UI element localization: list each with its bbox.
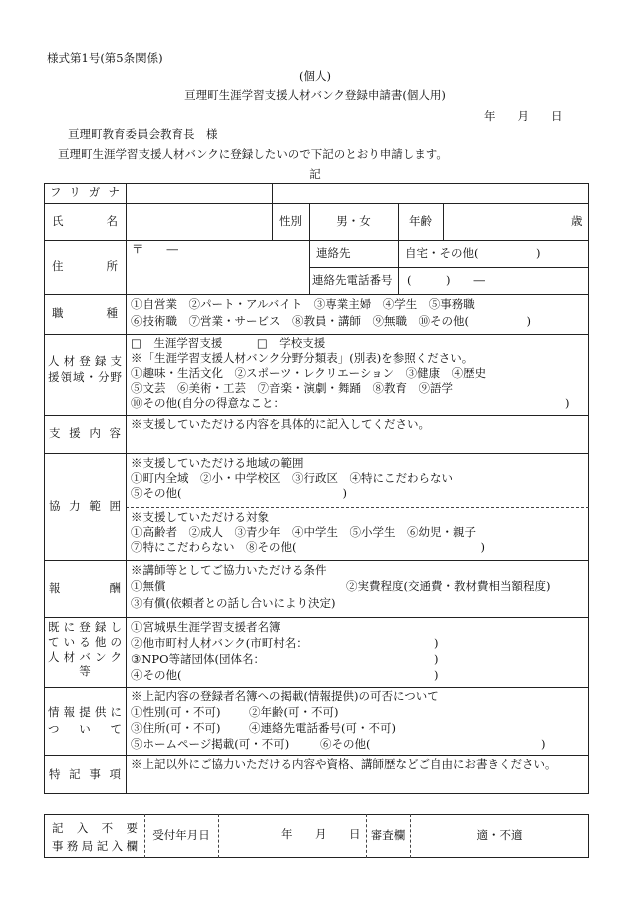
name-field[interactable] <box>127 204 271 239</box>
form-kind: (個人) <box>299 69 331 83</box>
support-type-checkboxes[interactable]: □ 生涯学習支援 □ 学校支援 <box>131 336 326 350</box>
occupation-options-line-1[interactable]: ①自営業 ②パート・アルバイト ③専業主婦 ④学生 ⑤事務職 <box>131 297 475 311</box>
info-phone[interactable]: ④連絡先電話番号(可・不可) <box>249 721 396 735</box>
addressee: 亘理町教育委員会教育長 様 <box>68 127 218 141</box>
info-sex[interactable]: ①性別(可・不可) <box>131 705 221 719</box>
received-date-field[interactable] <box>219 815 365 857</box>
info-homepage[interactable]: ⑤ホームページ掲載(可・不可) <box>131 737 290 751</box>
field-other-close: ) <box>565 396 570 410</box>
occupation-options-line-2[interactable]: ⑥技術職 ⑦営業・サービス ⑧教員・講師 ⑨無職 ⑩その他( ) <box>131 314 531 328</box>
coop-area-options[interactable]: ①町内全域 ②小・中学校区 ③行政区 ④特にこだわらない <box>131 471 453 485</box>
other-bank-municipal[interactable]: ②他市町村人材バンク(市町村名： <box>131 636 308 650</box>
furigana-label: フリガナ <box>50 185 120 200</box>
support-content-instructions: ※支援していただける内容を具体的に記入してください。 <box>131 417 430 431</box>
sex-label: 性別 <box>279 213 302 228</box>
field-label: 人材登録支 援領域・分野 <box>48 354 122 384</box>
field-options-line-1[interactable]: ①趣味・生活文化 ②スポーツ・レクリエーション ③健康 ④歴史 <box>131 366 487 380</box>
received-year: 年 <box>281 827 293 841</box>
page-title: 亘理町生涯学習支援人材バンク登録申請書(個人用) <box>184 88 446 102</box>
contact-value[interactable]: 自宅・その他( ) <box>405 246 541 260</box>
other-bank-other-close: ) <box>434 668 439 682</box>
form-number: 様式第1号(第5条関係) <box>47 51 163 65</box>
furigana-field[interactable] <box>127 184 271 202</box>
received-month: 月 <box>315 827 327 841</box>
sex-options[interactable]: 男・女 <box>336 213 371 228</box>
review-label: 審査欄 <box>370 828 406 843</box>
info-provision-title: ※上記内容の登録者名簿への掲載(情報提供)の可否について <box>131 689 439 703</box>
reward-option-expenses[interactable]: ②実費程度(交通費・教材費相当額程度) <box>346 579 551 593</box>
coop-area-title: ※支援していただける地域の範囲 <box>131 456 304 470</box>
info-age[interactable]: ②年齢(可・不可) <box>249 705 339 719</box>
other-bank-label: 既に登録し ている他の 人材バンク 等 <box>48 620 122 679</box>
coop-target-other[interactable]: ⑦特にこだわらない ⑧その他( ) <box>131 540 485 554</box>
application-date <box>484 110 585 124</box>
coop-area-other[interactable]: ⑤その他( ) <box>131 486 347 500</box>
date-day: 日 <box>551 109 563 123</box>
office-use-label: 記 入 不 要 事務局記入欄 <box>52 821 138 853</box>
field-other[interactable]: ⑩その他(自分の得意なこと： <box>131 396 285 410</box>
date-year: 年 <box>484 109 496 123</box>
received-date-label: 受付年月日 <box>152 828 210 843</box>
reward-title: ※講師等としてご協力いただける条件 <box>131 563 327 577</box>
other-bank-npo-close: ) <box>434 652 439 666</box>
info-provision-label: 情報提供に つ い て <box>48 705 122 736</box>
remarks-label: 特記事項 <box>49 766 121 781</box>
age-label: 年齢 <box>409 213 432 228</box>
address-field[interactable] <box>127 258 308 293</box>
other-bank-npo[interactable]: ③NPO等諸団体(団体名： <box>131 652 266 666</box>
age-unit: 歳 <box>571 214 583 228</box>
coop-target-options[interactable]: ①高齢者 ②成人 ③青少年 ④中学生 ⑤小学生 ⑥幼児・親子 <box>131 525 476 539</box>
intro-text: 亘理町生涯学習支援人材バンクに登録したいので下記のとおり申請します。 <box>58 147 448 161</box>
remarks-instructions: ※上記以外にご協力いただける内容や資格、講師歴などご自由にお書きください。 <box>131 757 557 771</box>
ki-heading: 記 <box>309 167 321 181</box>
info-other[interactable]: ⑥その他( <box>320 737 371 751</box>
support-content-field[interactable] <box>127 432 588 452</box>
support-content-label: 支援内容 <box>49 426 121 441</box>
phone-field[interactable]: ( ) ― <box>407 273 485 287</box>
reward-option-paid[interactable]: ③有償(依頼者との話し合いにより決定) <box>131 596 336 610</box>
occupation-label: 職 種 <box>52 306 118 321</box>
review-result[interactable]: 適・不適 <box>476 828 523 843</box>
field-table-note: ※「生涯学習支援人材バンク分野分類表」(別表)を参照ください。 <box>131 351 474 365</box>
remarks-field[interactable] <box>127 772 588 793</box>
other-bank-other[interactable]: ④その他( <box>131 668 182 682</box>
reward-option-free[interactable]: ①無償 <box>131 579 166 593</box>
other-bank-miyagi[interactable]: ①宮城県生涯学習支援者名簿 <box>131 620 281 634</box>
postal-code-field[interactable]: 〒 ― <box>132 242 178 256</box>
date-month: 月 <box>517 109 529 123</box>
reward-label: 報 酬 <box>49 580 121 595</box>
contact-label: 連絡先 <box>316 246 351 260</box>
other-bank-municipal-close: ) <box>434 636 439 650</box>
received-day: 日 <box>349 827 361 841</box>
name-label: 氏 名 <box>52 213 118 228</box>
phone-label: 連絡先電話番号 <box>312 273 393 287</box>
info-other-close: ) <box>541 737 546 751</box>
cooperation-range-label: 協力範囲 <box>49 498 121 513</box>
info-address[interactable]: ③住所(可・不可) <box>131 721 221 735</box>
coop-target-title: ※支援していただける対象 <box>131 510 269 524</box>
address-label: 住 所 <box>52 259 118 274</box>
field-options-line-2[interactable]: ⑤文芸 ⑥美術・工芸 ⑦音楽・演劇・舞踊 ⑧教育 ⑨語学 <box>131 381 453 395</box>
age-field[interactable] <box>444 204 588 239</box>
